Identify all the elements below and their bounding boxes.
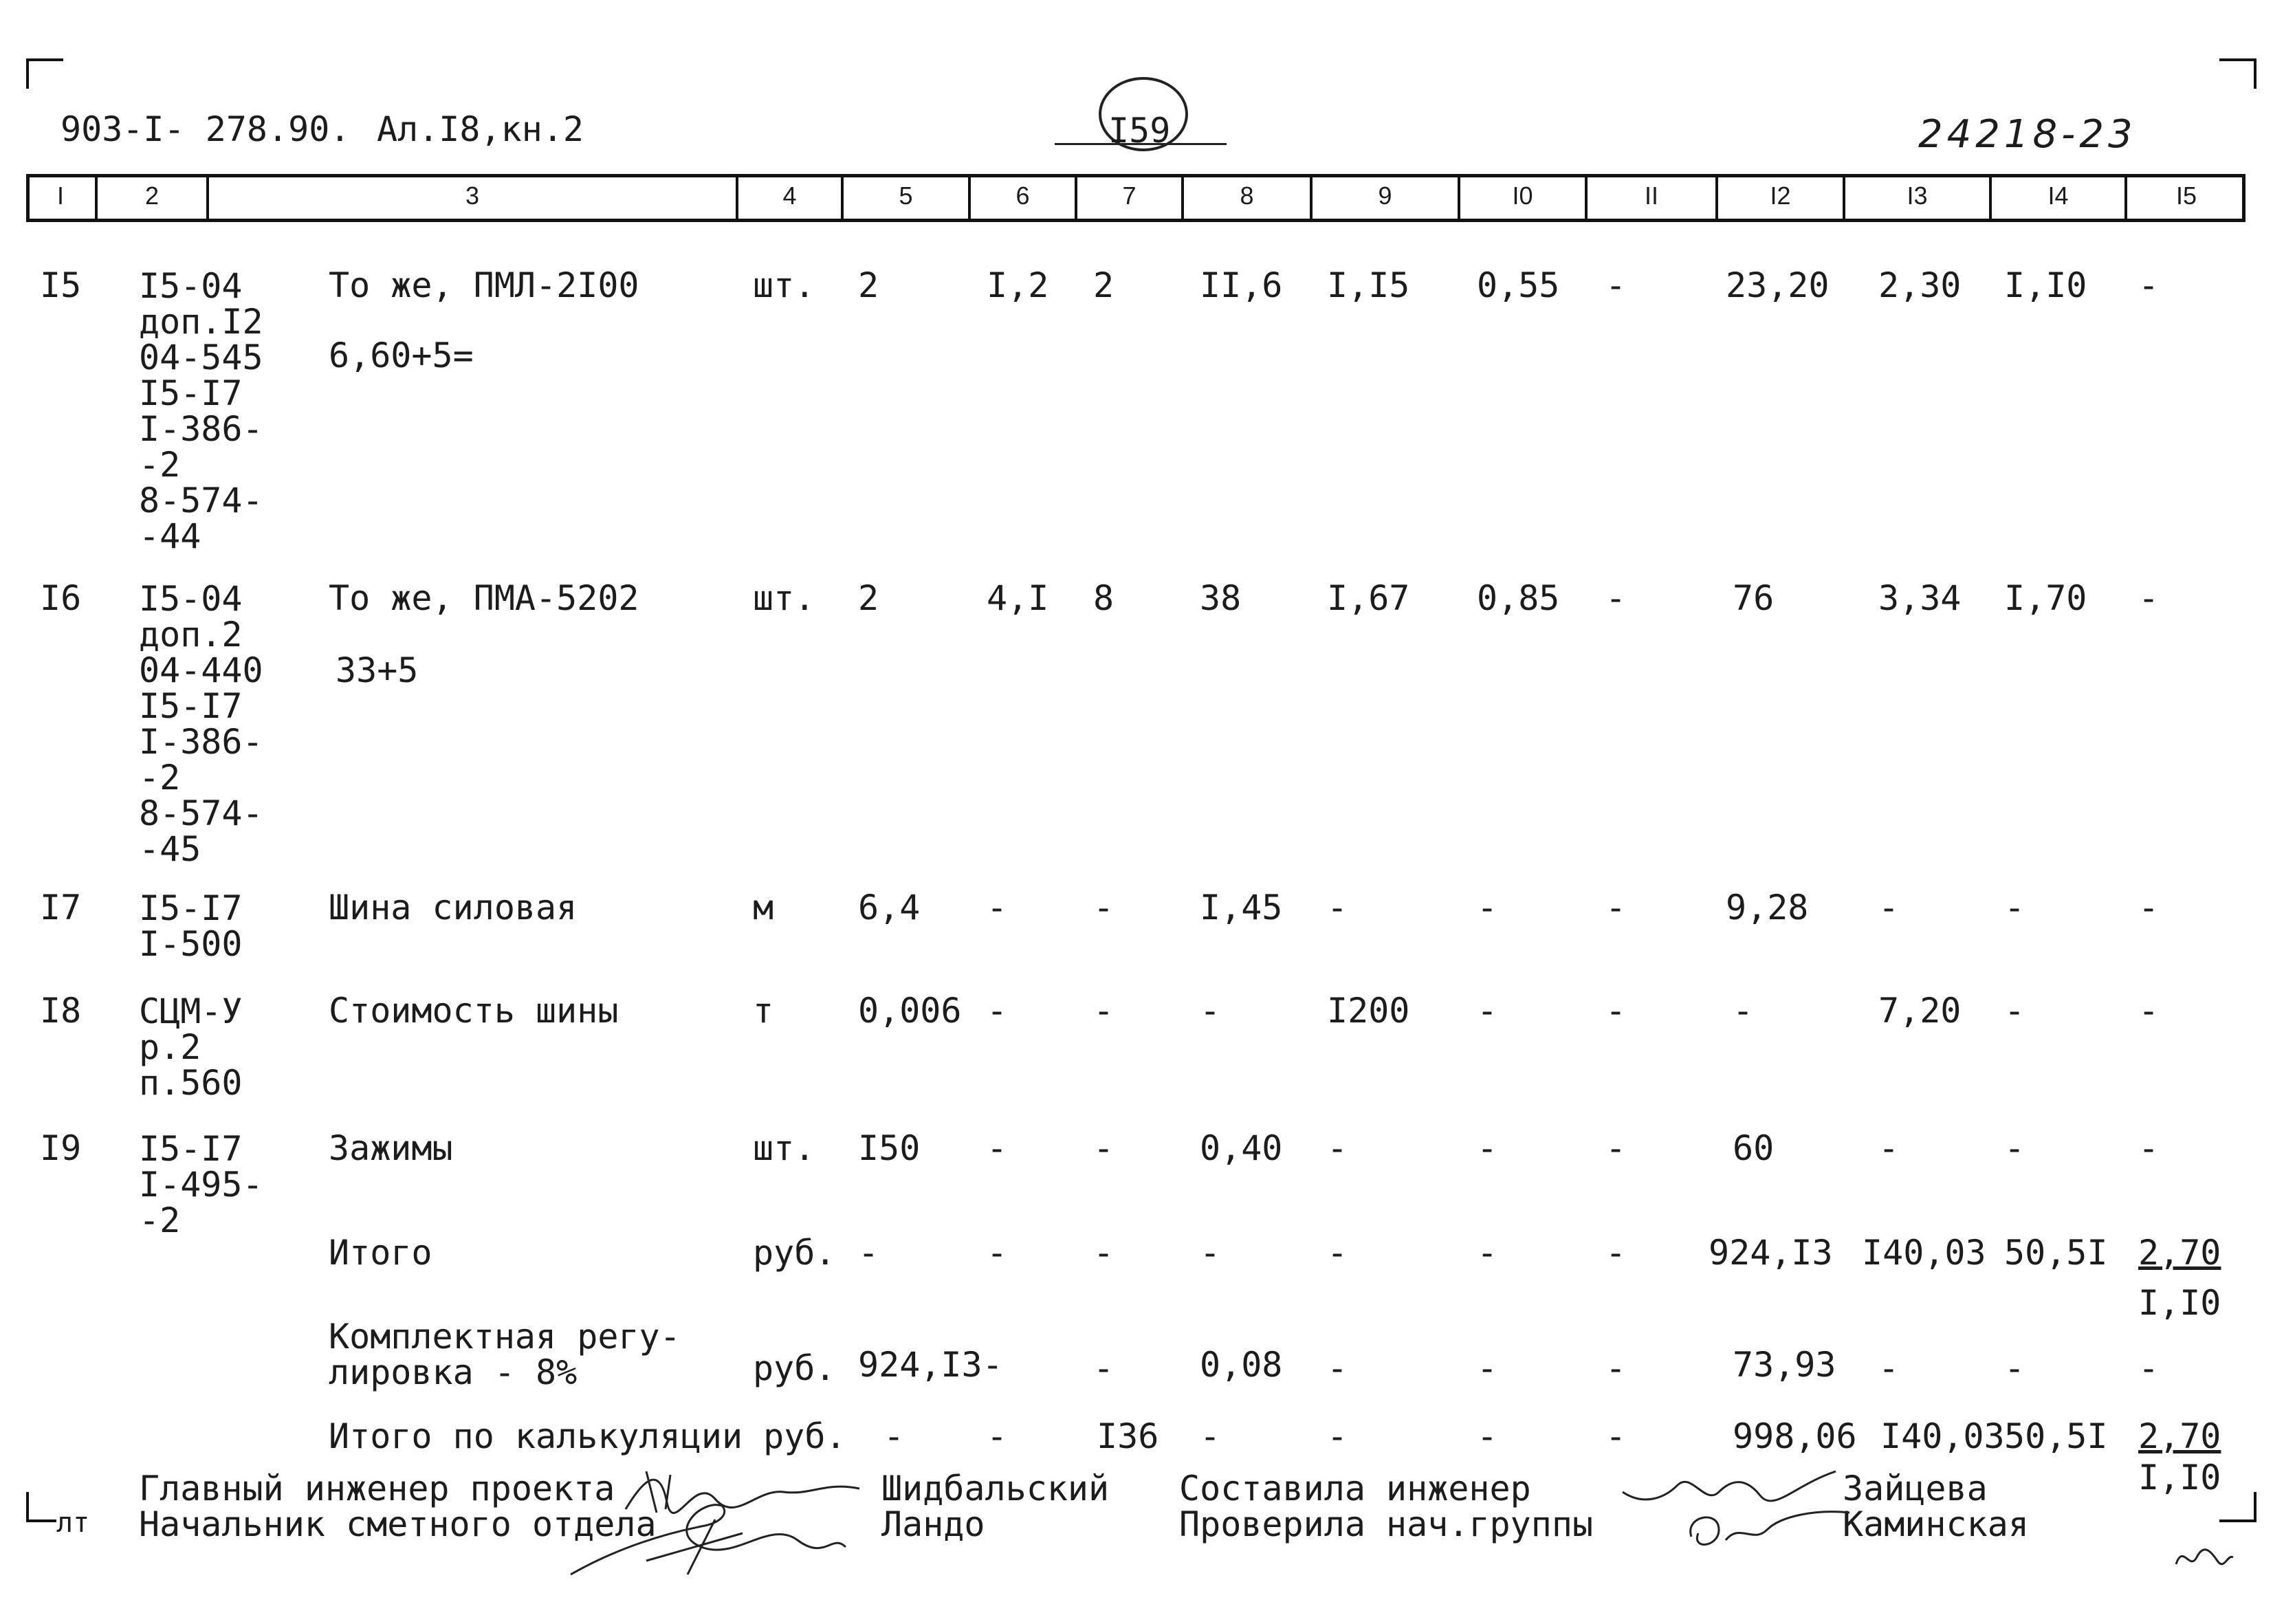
column-header: I [56,182,64,210]
document-code: 903-I- 278.90. [61,109,351,149]
norm-code: I5-04 доп.2 04-440 I5-I7 I-386- -2 8-574- -45 [139,579,263,869]
norm-code: I5-04 доп.I2 04-545 I5-I7 I-386- -2 8-574- -44 [139,266,263,556]
footer-mark: лт [56,1507,90,1539]
cell-col11: - [1605,991,1627,1031]
corner-mark-top-right [2219,58,2256,89]
cell-col15: - [2138,991,2160,1031]
cell-col8: 0,08 [1200,1345,1283,1385]
cell-col12: 998,06 [1733,1416,1857,1456]
cell-col15-top: 2,70 [2138,1416,2221,1456]
compiled-by-name: Зайцева [1843,1469,1988,1508]
row-number: I8 [40,991,82,1031]
cell-col5: 924,I3- [858,1345,1003,1385]
cell-col9: I,67 [1327,578,1410,618]
cell-col7: - [1093,1348,1114,1388]
column-header: 6 [968,174,1075,222]
cell-col11: - [1605,1233,1627,1273]
compiled-by-title: Составила инженер [1179,1469,1531,1508]
cell-col12: - [1733,991,1754,1031]
cell-col7: - [1093,1128,1114,1168]
cell-col15-bottom: I,I0 [2138,1458,2221,1497]
cell-col11: - [1605,1128,1627,1168]
cell-col15: - [2138,1348,2160,1388]
cell-col5: - [883,1416,905,1456]
cell-col6: I,2 [987,265,1049,305]
cell-col12: 9,28 [1726,888,1809,928]
cell-col10: - [1477,1348,1498,1388]
cell-col13: 7,20 [1878,991,1962,1031]
cell-col9: - [1327,1416,1348,1456]
cell-col6: - [987,1233,1008,1273]
sheet-code: 24218-23 [1918,112,2137,157]
column-header: 8 [1181,174,1310,222]
cell-col7: - [1093,888,1114,928]
cell-col15: - [2138,1128,2160,1168]
cell-col5: 2 [858,265,879,305]
checked-by-name: Каминская [1843,1504,2029,1544]
unit: руб. [753,1233,836,1273]
cell-col8: - [1200,1233,1221,1273]
cell-col7: 8 [1093,578,1114,618]
column-header: 3 [206,174,736,222]
cell-col5: I50 [858,1128,921,1168]
unit: м [753,888,774,928]
cell-col6: - [987,1128,1008,1168]
unit: т [753,991,774,1031]
norm-code: I5-I7 I-500 [139,888,243,964]
cell-col13: - [1878,888,1900,928]
column-header: I4 [1989,174,2124,222]
regulation-label: Комплектная регу- лировка - 8% [329,1317,681,1392]
unit: шт. [753,265,815,305]
cell-col14: - [2004,991,2025,1031]
cell-col11: - [1605,888,1627,928]
row-number: I9 [40,1128,82,1168]
column-header: II [1585,174,1715,222]
cell-col13: - [1878,1348,1900,1388]
cell-col10: - [1477,1128,1498,1168]
cell-col10: - [1477,1233,1498,1273]
column-header: 2 [95,174,206,222]
cell-col8: - [1200,1416,1221,1456]
item-name: Стоимость шины [329,991,619,1031]
checked-by-title: Проверила нач.группы [1179,1504,1594,1544]
column-header: I0 [1458,174,1585,222]
cell-col12: 73,93 [1733,1345,1836,1385]
cell-col8: - [1200,991,1221,1031]
cell-col15: - [2138,265,2160,305]
cell-col9: - [1327,1128,1348,1168]
cell-col7: 2 [1093,265,1114,305]
signature-initials [2173,1537,2234,1578]
corner-mark-top-left [26,58,63,89]
head-estimates-name: Ландо [881,1504,985,1544]
item-note: 6,60+5= [329,336,474,375]
norm-code: I5-I7 I-495- -2 [139,1129,263,1240]
item-note: 33+5 [336,650,419,690]
cell-col10: 0,85 [1477,578,1560,618]
cell-col13: - [1878,1128,1900,1168]
item-name: Шина силовая [329,888,578,928]
cell-col7: - [1093,991,1114,1031]
signature-head-estimates [564,1492,853,1581]
cell-col13: 3,34 [1878,578,1962,618]
cell-col5: - [858,1233,879,1273]
cell-col9: I200 [1327,991,1410,1031]
total-label: Итого [329,1233,432,1273]
norm-code: СЦМ-У р.2 п.560 [139,991,243,1103]
cell-col11: - [1605,1348,1627,1388]
cell-col13: 2,30 [1878,265,1962,305]
cell-col14: I,70 [2004,578,2087,618]
cell-col11: - [1605,1416,1627,1456]
column-header: I3 [1843,174,1989,222]
cell-col9: - [1327,888,1348,928]
column-header: 5 [841,174,968,222]
cell-col14: 50,5I [2004,1233,2108,1273]
cell-col6: - [987,991,1008,1031]
cell-col12: 76 [1733,578,1775,618]
row-number: I6 [40,578,82,618]
cell-col13: I40,03 [1880,1416,2005,1456]
cell-col14: - [2004,888,2025,928]
cell-col11: - [1605,578,1627,618]
cell-col11: - [1605,265,1627,305]
cell-col5: 0,006 [858,991,962,1031]
cell-col6: - [987,1416,1008,1456]
cell-col12: 60 [1733,1128,1775,1168]
cell-col8: I,45 [1200,888,1283,928]
column-header: 7 [1075,174,1181,222]
cell-col15-top: 2,70 [2138,1233,2221,1273]
cell-col12: 924,I3 [1709,1233,1833,1273]
cell-col10: - [1477,1416,1498,1456]
cell-col15-bottom: I,I0 [2138,1283,2221,1323]
album-reference: Ал.I8,кн.2 [377,109,584,149]
cell-col9: - [1327,1233,1348,1273]
cell-col14: 50,5I [2004,1416,2108,1456]
cell-col7: I36 [1097,1416,1159,1456]
column-header: I5 [2124,174,2245,222]
unit: шт. [753,578,815,618]
cell-col12: 23,20 [1726,265,1830,305]
column-header: I2 [1715,174,1843,222]
unit: шт. [753,1128,815,1168]
unit: руб. [753,1348,836,1388]
chief-engineer-name: Шидбальский [881,1469,1110,1508]
cell-col6: - [987,888,1008,928]
cell-col9: - [1327,1348,1348,1388]
cell-col10: - [1477,991,1498,1031]
cell-col14: - [2004,1348,2025,1388]
cell-col10: - [1477,888,1498,928]
cell-col15: - [2138,888,2160,928]
cell-col8: 0,40 [1200,1128,1283,1168]
cell-col9: I,I5 [1327,265,1410,305]
cell-col15: - [2138,578,2160,618]
column-header: 4 [736,174,841,222]
item-name: То же, ПМЛ-2I00 [329,265,639,305]
item-name: То же, ПМА-5202 [329,578,639,618]
head-estimates-title: Начальник сметного отдела [139,1504,657,1544]
page-number: I59 [1108,111,1171,151]
cell-col6: 4,I [987,578,1049,618]
cell-col14: - [2004,1128,2025,1168]
calc-total-label: Итого по калькуляции руб. [329,1416,846,1456]
chief-engineer-title: Главный инженер проекта [139,1469,615,1508]
cell-col7: - [1093,1233,1114,1273]
corner-mark-bottom-left [26,1492,56,1522]
cell-col14: I,I0 [2004,265,2087,305]
cell-col5: 2 [858,578,879,618]
signature-checked [1678,1502,1904,1557]
item-name: Зажимы [329,1128,453,1168]
cell-col5: 6,4 [858,888,921,928]
cell-col13: I40,03 [1862,1233,1986,1273]
column-header: 9 [1310,174,1458,222]
cell-col10: 0,55 [1477,265,1560,305]
row-number: I7 [40,888,82,928]
cell-col8: 38 [1200,578,1242,618]
cell-col8: II,6 [1200,265,1283,305]
row-number: I5 [40,265,82,305]
corner-mark-bottom-right [2219,1492,2256,1522]
